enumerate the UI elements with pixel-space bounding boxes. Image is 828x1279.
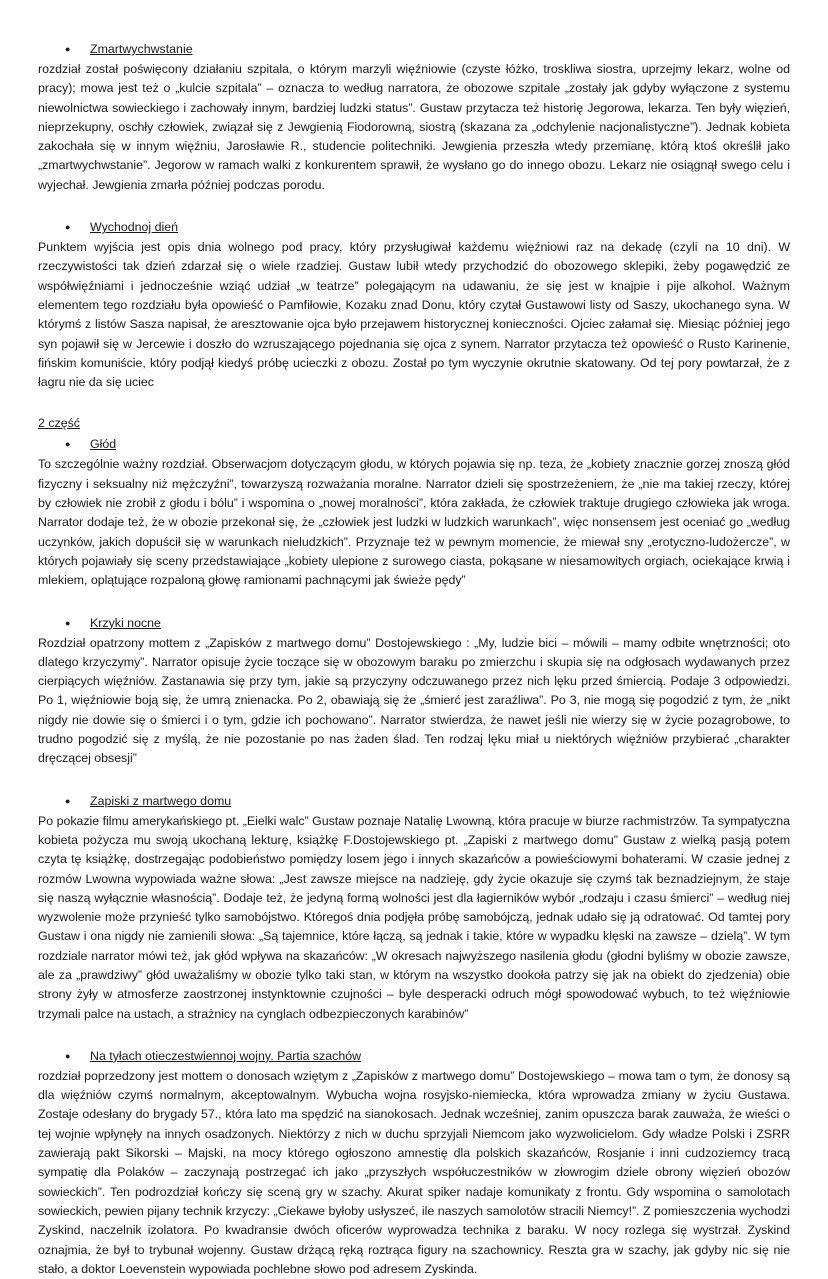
section-glod (38, 413, 790, 590)
bullet-icon: ● (65, 439, 71, 450)
section-heading: Zmartwychwstanie (90, 42, 193, 56)
bullet-icon: ● (65, 795, 71, 806)
section-heading-row (38, 612, 790, 634)
section-paragraph: Rozdział opatrzony mottem z „Zapisków z martwego domu” Dostojewskiego : „My, ludzie bici – mówili – mamy odbite wnętrzności; oto dlatego krzyczymy”. Narrator opisuje życie toczące się w obozowym baraku po zmierzchu i skupia się na odgłosach wydawanych przez cierpiących więźniów. Zastanawia się przy tym, jakie są przyczyny odczuwanego przez nich lęku przed śmiercią. Podaje 3 odpowiedzi. Po 1, więźniowie boją się, że umrą znienacka. Po 2, obawiają się że „śmierć jest zaraźliwa”. Po 3, nie mogą się pogodzić z tym, że „nikt nigdy nie dowie się o śmierci i o tym, gdzie ich pochowano”. Narrator stwierdza, że nawet jeśli nie wierzy się w życie pozagrobowe, to trudno pogodzić się z myślą, że nie pozostanie po nas żaden ślad. Ten rodzaj lęku miał u niektórych więźniów przybierać „charakter dręczącej obsesji” (38, 635, 790, 766)
spacer (38, 591, 790, 612)
spacer (38, 1024, 790, 1045)
bullet-icon: ● (65, 617, 71, 628)
section-heading-row (38, 216, 790, 238)
section-paragraph: rozdział poprzedzony jest mottem o donosach wziętym z „Zapisków z martwego domu” Dostojewskiego – mowa tam o tym, że donosy są dla więźniów czymś normalnym, akceptowalnym. Wybucha wojna rosyjsko-niemiecka, która wprowadza zmiany w życiu Gustawa. Zostaje odesłany do brygady 57., która lato ma spędzić na sianokosach. Jednak wcześniej, zanim opuszcza barak zauważa, że wieści o tej wojnie wpłynęły na innych osadzonych. Niektórzy z nich w duchu sprzyjali Niemcom jako wyzwolicielom. Gdy władze Polski i ZSRR zawierają pakt Sikorski – Majski, na mocy którego ogłoszono amnestię dla polskich skazańców, Rosjanie i inni cudzoziemcy tracą sympatię dla Polaków – zaczynają postrzegać ich jako „przyszłych współuczestników w złowrogim dziele obrony więzień obozów sowieckich”. Ten podrozdział kończy się sceną gry w szachy. Akurat spiker nadaje komunikaty z frontu. Gdy wspomina o samolotach sowieckich, pewien pijany technik krzyczy: „Ciekawe byłoby usłyszeć, ile naszych samolotów stracili Niemcy!”. Z pomieszczenia wychodzi Zyskind, naczelnik izolatora. Po kwadransie dwóch oficerów wyprowadza technika z baraku. W nocy rozlega się wystrzał. Zyskind oznajmia, że był to trybunał wojenny. Gustaw drżącą ręką roztrąca figury na szachownicy. Reszta gra w szachy, jak gdyby nic się nie stało, a doktor Loevenstein wypowiada pochlebne słowo pod adresem Zyskinda. (38, 1068, 790, 1276)
section-heading: Na tyłach otieczestwiennoj wojny. Partia szachów (90, 1048, 362, 1063)
section-paragraph: Punktem wyjścia jest opis dnia wolnego pod pracy, który przysługiwał każdemu więźniowi raz na dekadę (czyli na 10 dni). W rzeczywistości tak dzień zdarzał się o wiele rzadziej. Gustaw lubił wtedy przychodzić do obozowego sklepiki, żeby pogawędzić ze współwięźniami i jednocześnie wziąć udział „w teatrze” polegającym na udawaniu, że się jest w knajpie i pije alkohol. Ważnym elementem tego rozdziału była opowieść o Pamfiłowie, Kozaku znad Donu, który czytał Gustawowi listy od Saszy, ukochanego syna. W którymś z listów Sasza napisał, że aresztowanie ojca było przejawem historycznej konieczności. Ojciec załamał się. Miesiąc później jego syn pojawił się w Jercewie i doszło do wzruszającego pojednania się ojca z synem. Narrator przytacza też opowieść o Rusto Karinenie, fińskim komuniście, który podjął kiedyś próbę ucieczki z obozu. Został po tym wyczynie okrutnie skatowany. Od tej pory powtarzał, że z łagru nie da się uciec (38, 240, 790, 390)
bullet-icon: ● (65, 222, 71, 233)
section-zmartwychwstanie (38, 38, 790, 195)
bullet-icon: ● (65, 44, 71, 54)
spacer (38, 392, 790, 413)
section-heading-row (38, 1045, 790, 1067)
section-partia-szachow (38, 1045, 790, 1279)
section-heading-row (38, 790, 790, 812)
section-heading: Zapiski z martwego domu (90, 793, 232, 808)
section-paragraph: To szczególnie ważny rozdział. Obserwacjom dotyczącym głodu, w których pojawia się np. teza, że „kobiety znacznie gorzej znoszą głód fizyczny i seksualny niż mężczyźni”, towarzyszą rozważania moralne. Narrator dzieli się spostrzeżeniem, że „nie ma takiej rzeczy, której by człowiek nie zrobił z głodu i bólu” i wspomina o „nowej moralności”, która zakłada, że człowiek traktuje drugiego człowieka jak wroga. Narrator dodaje też, że w obozie przekonał się, że „człowiek jest ludzki w ludzkich warunkach”, więc nonsensem jest oceniać go „według uczynków, jakich dopuścił się w warunkach nieludzkich”. Przyznaje też w pewnym momencie, że miewał sny „erotyczno-ludożercze”, w których pojawiały się sceny przedstawiające „kobiety ulepione z surowego ciasta, pokąsane w niesamowitych orgiach, ociekające krwią i mlekiem, oplątujące rozpaloną głowę ramionami pachnącymi jak świeże pędy” (38, 457, 790, 588)
section-wychodnoj-dzien (38, 216, 790, 392)
section-paragraph: Po pokazie filmu amerykańskiego pt. „Eielki walc” Gustaw poznaje Natalię Lwowną, która pracuje w biurze rachmistrzów. Ta sympatyczna kobieta pożycza mu swoją ukochaną lekturę, książkę F.Dostojewskiego pt. „Zapiski z martwego domu” Gustaw z wielką pasją potem czyta tę książkę, dostrzegając podobieństwo pomiędzy losem jego i innych skazańców a powieściowymi bohaterami. W czasie jednej z rozmów Lwowna wypowiada ważne słowa: „Jest zawsze miejsce na nadzieję, gdy życie okazuje się czymś tak beznadziejnym, że staje się naszą wyłącznie własnością”. Dodaje też, że jedyną formą wolności jest dla łagierników wybór „rodzaju i czasu śmierci” – według niej wyzwolenie może przynieść tylko samobójstwo. Któregoś dnia podjęła próbę samobójczą, jednak udało się ją odratować. Od tamtej pory Gustaw i ona nigdy nie zamienili słowa: „Są tajemnice, które łączą, są jednak i takie, które w wypadku klęski na zawsze – dzielą”. W tym rozdziale narrator mówi też, jak głód wpływa na skazańców: „W okresach najwyższego nasilenia głodu (głodni byliśmy w obozie zawsze, ale za „prawdziwy” głód uważaliśmy w obozie tylko taki stan, w którym na wszystko dookoła patrzy się jak na obiekt do zjedzenia) obie strony żyły w atmosferze zaostrzonej instynktownie czujności – byle desperacki odruch mógł spowodować wybuch, to też więźniowie trzymali palce na ustach, a strażnicy na cynglach odbezpieczonych karabinów” (38, 813, 790, 1021)
part-label: 2 część (38, 416, 81, 431)
bullet-icon: ● (65, 1050, 71, 1061)
spacer (38, 769, 790, 790)
section-zapiski-z-martwego-domu (38, 790, 790, 1024)
section-heading-row (38, 433, 790, 455)
section-krzyki-nocne (38, 612, 790, 769)
section-heading-row (38, 38, 790, 60)
spacer (38, 195, 790, 216)
section-heading: Krzyki nocne (90, 615, 161, 630)
section-heading: Wychodnoj dień (90, 220, 179, 235)
section-heading: Głód (90, 437, 117, 452)
section-paragraph: rozdział został poświęcony działaniu szpitala, o którym marzyli więźniowie (czyste łóżko, troskliwa siostra, uprzejmy lekarz, wolne od pracy); mowa jest też o „kulcie szpitala” – oznacza to według narratora, że obozowe szpitale „zostały jak gdyby wyłączone z systemu niewolnictwa sowieckiego i zachowały innym, bardziej ludzki status”. Gustaw przytacza też historię Jegorowa, lekarza. Ten były więzień, nieprzekupny, oschły człowiek, związał się z Jewgienią Fiodorowną, siostrą (skazana za „odchylenie nacjonalistyczne”). Jednak kobieta zakochała się w innym więźniu, Jarosławie R., studencie politechniki. Jewgienia przeszła wtedy przemianę, którą ktoś określił jako „zmartwychwstanie”. Jegorow w ramach walki z konkurentem sprawił, że wysłano go do innego obozu. Lekarz nie osiągnął swego celu i wyjechał. Jewgienia zmarła później podczas porodu. (38, 62, 790, 192)
